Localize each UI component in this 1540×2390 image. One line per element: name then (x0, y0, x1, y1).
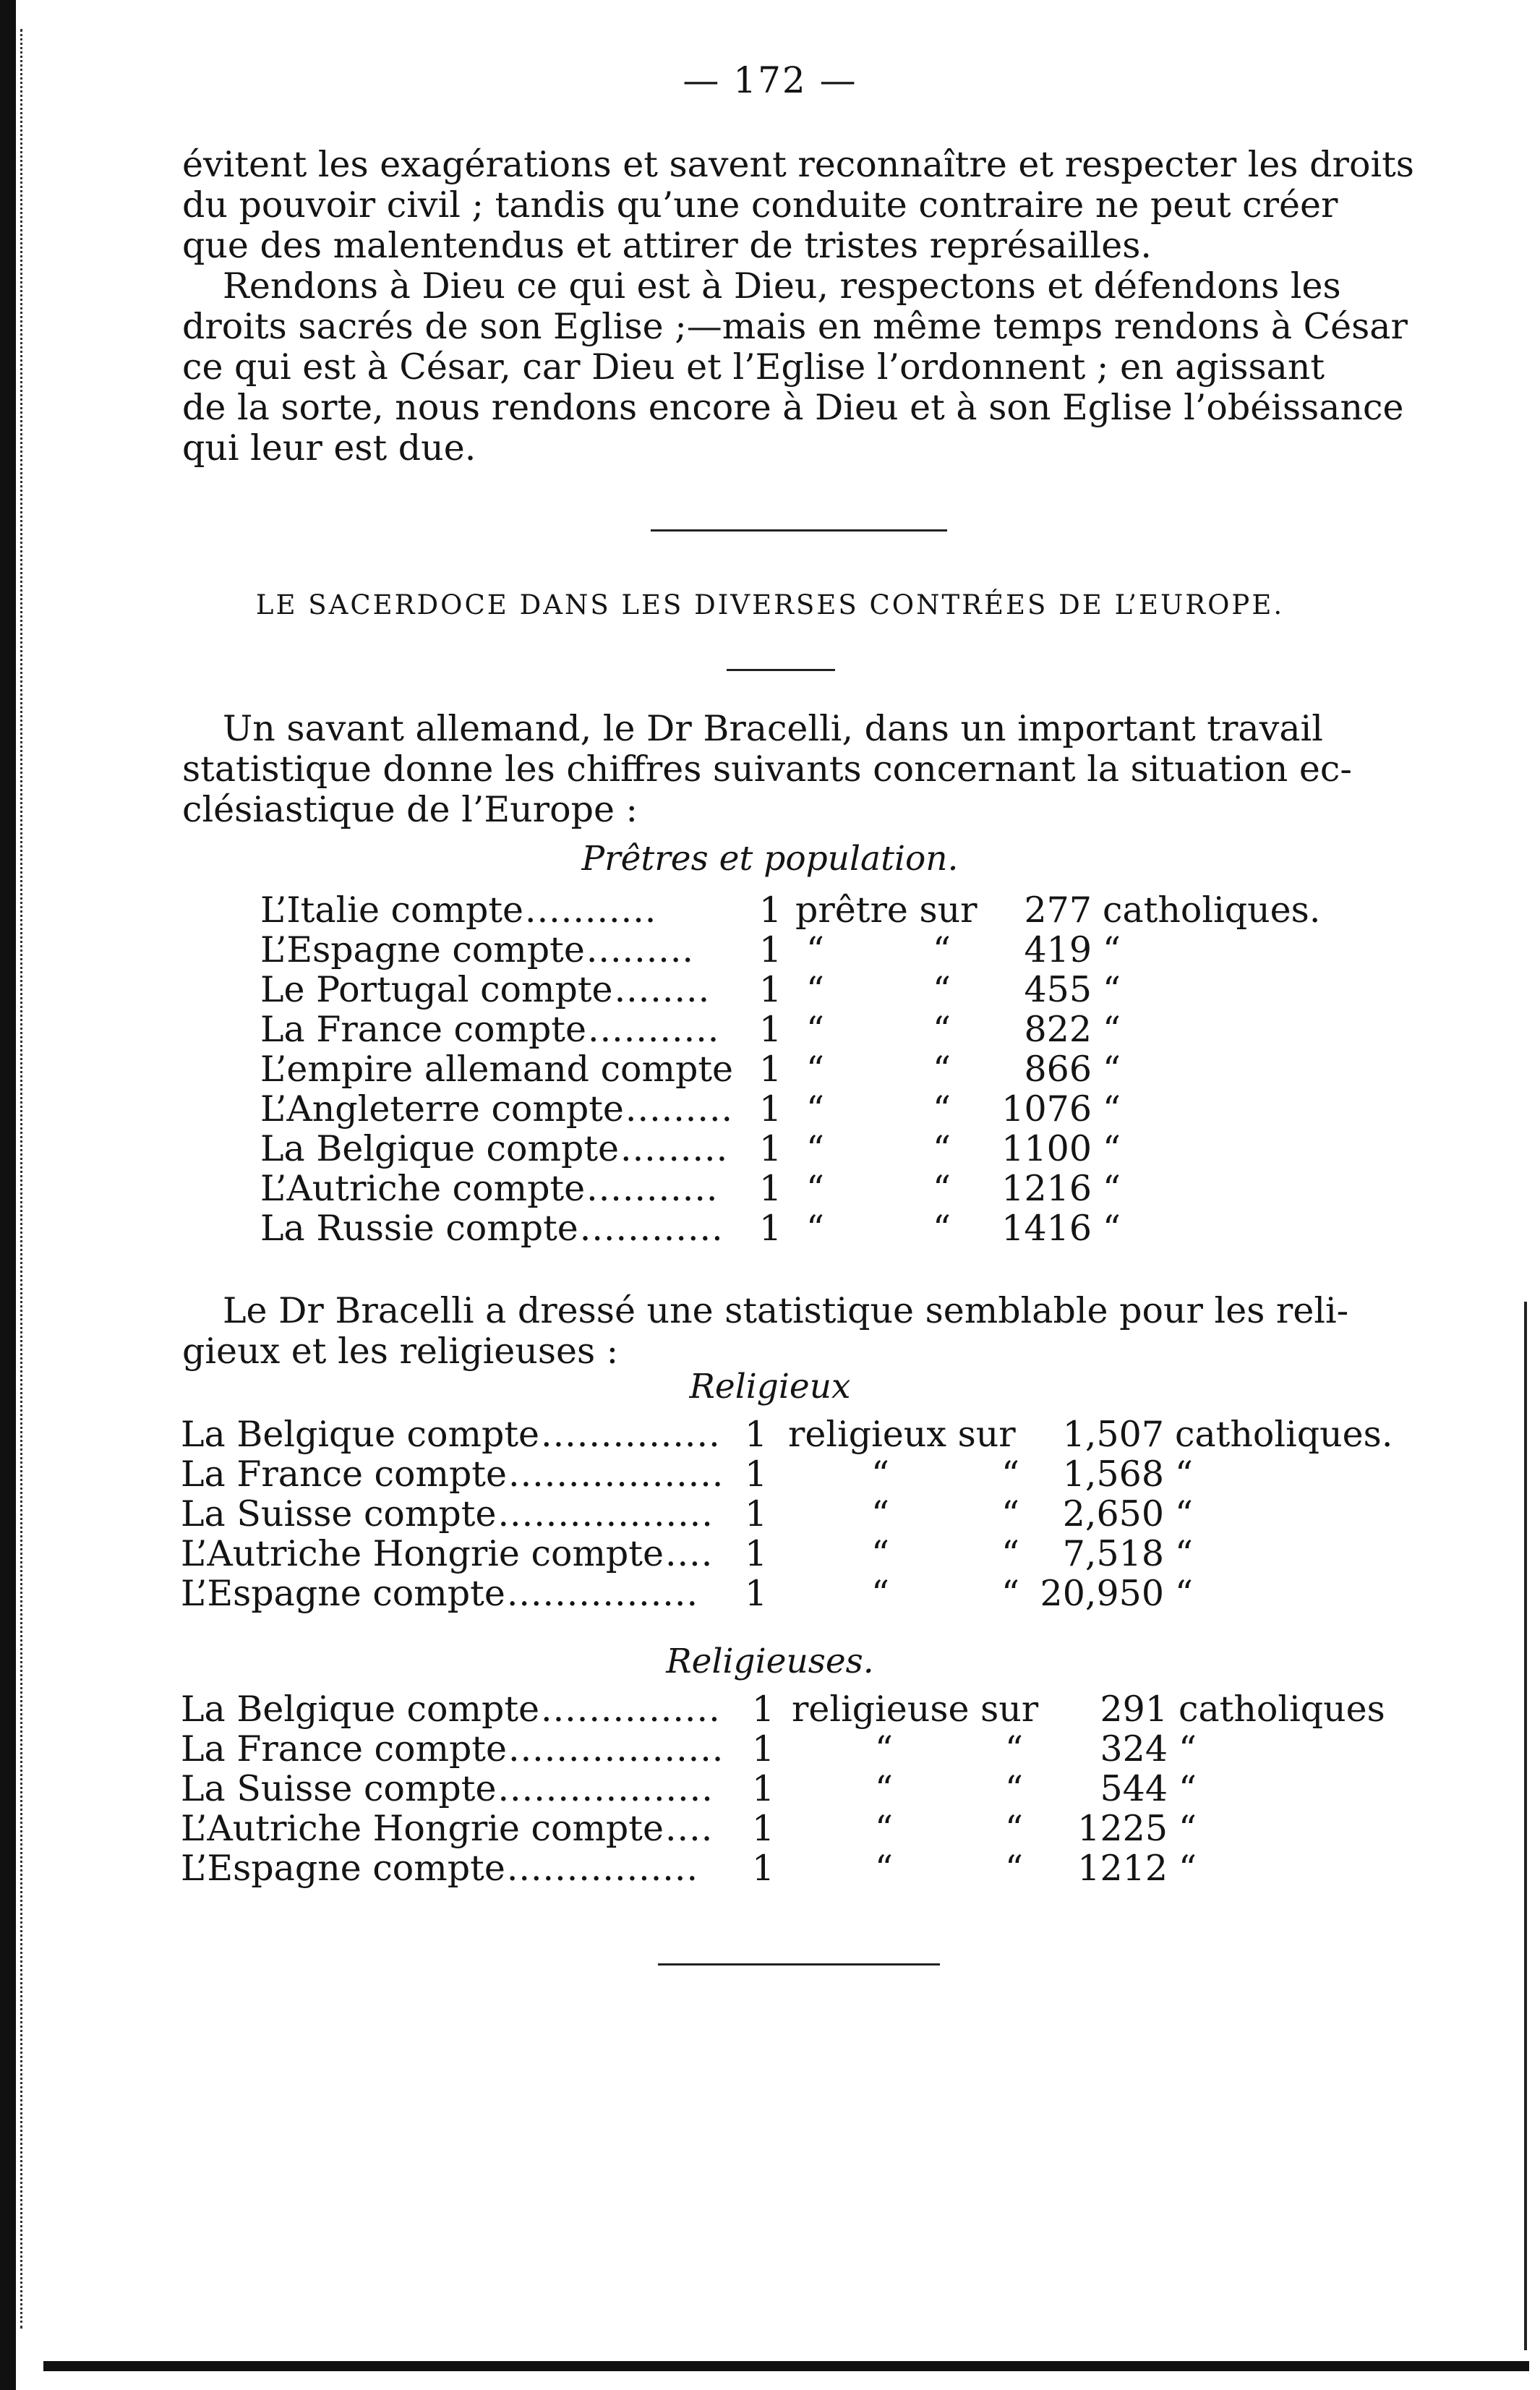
row-suffix: catholiques. (1175, 1414, 1393, 1455)
table-title-religieux: Religieux (689, 1367, 851, 1407)
row-count: 1 (752, 1808, 775, 1849)
row-label: L’Espagne compte (181, 1848, 505, 1889)
row-count: 1 (759, 1208, 782, 1249)
row-count: 1 (752, 1728, 775, 1770)
text-line: Un savant allemand, le Dr Bracelli, dans un important travail (223, 708, 1323, 749)
row-ditto: “ (806, 1088, 825, 1130)
row-suffix: “ (1103, 1049, 1121, 1090)
row-suffix: “ (1175, 1493, 1194, 1535)
leader-dots: ................ (506, 1848, 699, 1889)
row-count: 1 (759, 1168, 782, 1209)
leader-dots: .................. (497, 1768, 714, 1809)
row-ditto: “ (1001, 1573, 1020, 1614)
page-number: — 172 — (683, 59, 857, 101)
table-title-religieuses: Religieuses. (666, 1642, 874, 1681)
row-label: La France compte (181, 1454, 508, 1495)
row-ditto: “ (871, 1573, 890, 1614)
row-label: La France compte (181, 1728, 508, 1770)
row-label: La France compte (260, 1009, 587, 1050)
row-suffix: “ (1178, 1728, 1197, 1770)
row-value: 7,518 (1062, 1533, 1164, 1574)
row-label: La Russie compte (260, 1208, 578, 1249)
row-suffix: “ (1178, 1768, 1197, 1809)
text-line: gieux et les religieuses : (182, 1331, 619, 1372)
row-count: 1 (745, 1414, 768, 1455)
leader-dots: ................ (506, 1573, 699, 1614)
row-count: 1 (759, 929, 782, 970)
leader-dots: .................. (508, 1728, 724, 1770)
row-count: 1 (759, 1128, 782, 1169)
row-suffix: catholiques. (1103, 889, 1321, 931)
row-value: 455 (1024, 969, 1092, 1010)
row-ditto: “ (933, 969, 951, 1010)
section-heading: LE SACERDOCE DANS LES DIVERSES CONTRÉES DE L’EUROPE. (255, 589, 1285, 620)
row-count: 1 (752, 1689, 775, 1730)
row-ditto: “ (933, 1208, 951, 1249)
row-ditto: “ (806, 1168, 825, 1209)
intro-statistics-paragraph (182, 709, 1397, 830)
row-label: L’Autriche Hongrie compte (181, 1808, 664, 1849)
row-count: 1 (759, 1088, 782, 1130)
table-row (0, 1493, 1518, 1534)
row-value: 866 (1024, 1049, 1092, 1090)
table-row (0, 1689, 1518, 1729)
row-ditto: “ (1001, 1493, 1020, 1535)
row-ditto: “ (806, 1009, 825, 1050)
text-line: que des malentendus et attirer de tristes représailles. (182, 225, 1152, 266)
text-line: évitent les exagérations et savent reconnaître et respecter les droits (182, 144, 1414, 185)
row-unit: prêtre sur (795, 889, 978, 931)
row-ditto: “ (875, 1768, 894, 1809)
row-count: 1 (745, 1454, 768, 1495)
row-label: L’Italie compte (260, 889, 524, 931)
leader-dots: .................. (497, 1493, 714, 1535)
row-label: L’Autriche compte (260, 1168, 586, 1209)
table-row (0, 1808, 1518, 1848)
row-count: 1 (752, 1848, 775, 1889)
row-label: L’Espagne compte (260, 929, 585, 970)
table-row (0, 1533, 1518, 1574)
row-value: 291 (1100, 1689, 1168, 1730)
text-line: Le Dr Bracelli a dressé une statistique semblable pour les reli- (223, 1290, 1349, 1331)
row-unit: religieuse sur (792, 1689, 1039, 1730)
row-suffix: “ (1178, 1808, 1197, 1849)
row-ditto: “ (806, 1049, 825, 1090)
row-suffix: “ (1103, 1168, 1121, 1209)
row-label: La Belgique compte (181, 1414, 540, 1455)
row-value: 2,650 (1062, 1493, 1164, 1535)
table-row (0, 889, 1518, 930)
table-row (0, 1414, 1518, 1454)
leader-dots: .... (664, 1808, 714, 1849)
row-suffix: “ (1175, 1573, 1194, 1614)
row-value: 1,568 (1062, 1454, 1164, 1495)
row-ditto: “ (1001, 1454, 1020, 1495)
row-ditto: “ (933, 1049, 951, 1090)
leader-dots: ......... (625, 1088, 734, 1130)
row-ditto: “ (1005, 1728, 1024, 1770)
leader-dots: ......... (620, 1128, 729, 1169)
row-ditto: “ (933, 1168, 951, 1209)
row-count: 1 (745, 1533, 768, 1574)
row-suffix: “ (1103, 1009, 1121, 1050)
text-line: du pouvoir civil ; tandis qu’une conduite contraire ne peut créer (182, 184, 1338, 226)
row-ditto: “ (871, 1533, 890, 1574)
row-count: 1 (759, 969, 782, 1010)
row-value: 1076 (1001, 1088, 1092, 1130)
row-suffix: “ (1103, 929, 1121, 970)
table-row (0, 1088, 1518, 1129)
row-value: 1,507 (1062, 1414, 1164, 1455)
row-value: 1225 (1077, 1808, 1168, 1849)
row-count: 1 (745, 1573, 768, 1614)
text-line: clésiastique de l’Europe : (182, 789, 638, 830)
text-line: droits sacrés de son Eglise ;—mais en même temps rendons à César (182, 306, 1408, 347)
row-value: 419 (1024, 929, 1092, 970)
row-ditto: “ (871, 1454, 890, 1495)
table-row (0, 1573, 1518, 1613)
table-row (0, 1009, 1518, 1049)
table-row (0, 1168, 1518, 1208)
row-value: 324 (1100, 1728, 1168, 1770)
row-label: L’Autriche Hongrie compte (181, 1533, 664, 1574)
row-ditto: “ (871, 1493, 890, 1535)
row-count: 1 (752, 1768, 775, 1809)
row-value: 1100 (1001, 1128, 1092, 1169)
row-label: Le Portugal compte (260, 969, 613, 1010)
leader-dots: ............... (541, 1689, 721, 1730)
row-ditto: “ (933, 1128, 951, 1169)
leader-dots: .................. (508, 1454, 724, 1495)
leader-dots: ........ (614, 969, 711, 1010)
divider-rule-bottom (658, 1963, 940, 1966)
table-row (0, 929, 1518, 970)
row-label: L’Espagne compte (181, 1573, 505, 1614)
row-label: L’empire allemand compte (260, 1049, 734, 1090)
leader-dots: ........... (525, 889, 657, 931)
table-row (0, 1728, 1518, 1769)
leader-dots: ........... (586, 1168, 719, 1209)
row-ditto: “ (933, 1009, 951, 1050)
table-row (0, 1454, 1518, 1494)
table-row (0, 1768, 1518, 1809)
row-label: L’Angleterre compte (260, 1088, 624, 1130)
text-line: statistique donne les chiffres suivants concernant la situation ec- (182, 748, 1352, 790)
text-line: Rendons à Dieu ce qui est à Dieu, respectons et défendons les (223, 265, 1341, 307)
table-row (0, 1848, 1518, 1888)
religious-statistics-paragraph (182, 1291, 1397, 1372)
row-ditto: “ (933, 929, 951, 970)
row-value: 544 (1100, 1768, 1168, 1809)
row-value: 1212 (1077, 1848, 1168, 1889)
table-title-pretres: Prêtres et population. (581, 839, 959, 879)
row-label: La Suisse compte (181, 1768, 497, 1809)
row-suffix: “ (1175, 1533, 1194, 1574)
row-value: 20,950 (1040, 1573, 1164, 1614)
row-value: 277 (1024, 889, 1092, 931)
row-value: 1216 (1001, 1168, 1092, 1209)
row-suffix: “ (1103, 1088, 1121, 1130)
row-label: La Suisse compte (181, 1493, 497, 1535)
text-line: qui leur est due. (182, 427, 476, 469)
row-ditto: “ (1005, 1848, 1024, 1889)
table-row (0, 1128, 1518, 1169)
text-line: de la sorte, nous rendons encore à Dieu et à son Eglise l’obéissance (182, 387, 1404, 428)
leader-dots: ............... (541, 1414, 721, 1455)
row-label: La Belgique compte (181, 1689, 540, 1730)
row-count: 1 (759, 1049, 782, 1090)
scan-bottom-edge (43, 2361, 1529, 2371)
row-ditto: “ (1005, 1808, 1024, 1849)
row-label: La Belgique compte (260, 1128, 620, 1169)
divider-rule-short (727, 669, 835, 671)
row-unit: religieux sur (788, 1414, 1016, 1455)
leader-dots: ........... (588, 1009, 720, 1050)
row-ditto: “ (806, 969, 825, 1010)
row-suffix: catholiques (1178, 1689, 1385, 1730)
row-suffix: “ (1175, 1454, 1194, 1495)
row-value: 1416 (1001, 1208, 1092, 1249)
row-ditto: “ (1005, 1768, 1024, 1809)
leader-dots: .... (664, 1533, 714, 1574)
row-suffix: “ (1103, 969, 1121, 1010)
row-ditto: “ (933, 1088, 951, 1130)
leader-dots: ......... (586, 929, 695, 970)
row-suffix: “ (1103, 1208, 1121, 1249)
row-ditto: “ (875, 1728, 894, 1770)
table-row (0, 1208, 1518, 1248)
scan-right-edge (1524, 1302, 1527, 2350)
row-ditto: “ (875, 1848, 894, 1889)
row-count: 1 (745, 1493, 768, 1535)
row-value: 822 (1024, 1009, 1092, 1050)
row-ditto: “ (875, 1808, 894, 1849)
row-ditto: “ (806, 1208, 825, 1249)
row-ditto: “ (1001, 1533, 1020, 1574)
row-suffix: “ (1103, 1128, 1121, 1169)
leader-dots: ............ (579, 1208, 724, 1249)
row-count: 1 (759, 889, 782, 931)
row-ditto: “ (806, 929, 825, 970)
row-ditto: “ (806, 1128, 825, 1169)
row-count: 1 (759, 1009, 782, 1050)
divider-rule (651, 529, 947, 532)
table-row (0, 969, 1518, 1010)
text-line: ce qui est à César, car Dieu et l’Eglise l’ordonnent ; en agissant (182, 346, 1325, 388)
table-row (0, 1049, 1518, 1089)
intro-paragraph (182, 144, 1414, 469)
row-suffix: “ (1178, 1848, 1197, 1889)
